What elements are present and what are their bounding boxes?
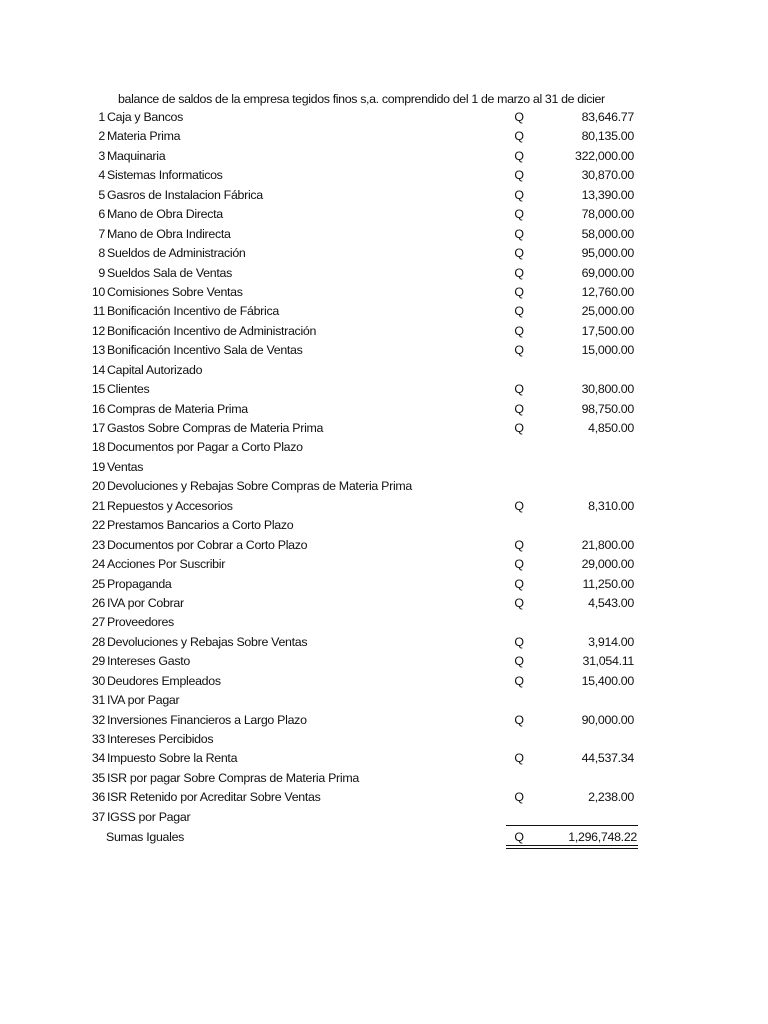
account-name: Sistemas Informaticos — [107, 168, 223, 183]
account-number: 26 — [91, 595, 105, 610]
account-number: 9 — [98, 265, 105, 280]
currency-symbol: Q — [514, 673, 524, 688]
account-name: Maquinaria — [107, 148, 166, 163]
account-name: IGSS por Pagar — [107, 809, 191, 824]
account-number: 32 — [91, 712, 105, 727]
account-row — [0, 438, 768, 457]
account-name: Intereses Percibidos — [107, 732, 214, 746]
currency-symbol: Q — [514, 382, 524, 397]
currency-symbol: Q — [514, 343, 524, 358]
account-name: Caja y Bancos — [107, 110, 183, 124]
currency-symbol: Q — [514, 498, 524, 513]
account-number: 36 — [91, 790, 105, 805]
account-name: Comisiones Sobre Ventas — [107, 284, 243, 299]
account-row — [0, 555, 768, 574]
account-name: Sueldos Sala de Ventas — [107, 265, 232, 280]
account-number: 37 — [91, 809, 105, 824]
account-row — [0, 244, 768, 263]
account-number: 28 — [91, 634, 105, 649]
account-name: Documentos por Cobrar a Corto Plazo — [107, 537, 308, 552]
account-row — [0, 166, 768, 185]
account-name: Mano de Obra Directa — [107, 207, 223, 222]
account-row — [0, 186, 768, 205]
account-number: 10 — [91, 284, 105, 299]
account-balance: 30,800.00 — [581, 382, 634, 397]
account-balance: 8,310.00 — [588, 498, 634, 513]
account-name: Bonificación Incentivo de Fábrica — [107, 304, 279, 319]
currency-symbol: Q — [514, 595, 524, 610]
account-name: Documentos por Pagar a Corto Plazo — [107, 440, 303, 455]
account-balance: 25,000.00 — [581, 304, 634, 319]
currency-symbol: Q — [514, 207, 524, 222]
account-number: 24 — [91, 557, 105, 572]
account-row — [0, 536, 768, 555]
account-balance: 30,870.00 — [581, 168, 634, 183]
account-number: 34 — [91, 751, 105, 766]
account-row — [0, 633, 768, 652]
account-number: 1 — [98, 110, 105, 124]
account-name: Gastos Sobre Compras de Materia Prima — [107, 421, 324, 435]
account-row — [0, 594, 768, 613]
total-double-rule — [506, 845, 638, 849]
account-row — [0, 400, 768, 419]
account-name: Bonificación Incentivo de Administración — [107, 323, 317, 338]
account-row — [0, 711, 768, 730]
account-balance: 78,000.00 — [581, 207, 634, 222]
account-balance: 3,914.00 — [588, 634, 634, 649]
account-name: Bonificación Incentivo Sala de Ventas — [107, 343, 303, 358]
account-balance: 90,000.00 — [581, 712, 634, 727]
account-name: Sueldos de Administración — [107, 246, 246, 261]
currency-symbol: Q — [514, 537, 524, 552]
account-number: 7 — [98, 226, 105, 241]
account-balance: 322,000.00 — [574, 148, 634, 163]
currency-symbol: Q — [514, 790, 524, 805]
account-name: Compras de Materia Prima — [107, 401, 248, 416]
account-number: 35 — [91, 770, 105, 785]
account-name: Deudores Empleados — [107, 673, 221, 688]
account-name: Prestamos Bancarios a Corto Plazo — [107, 518, 294, 533]
account-name: Mano de Obra Indirecta — [107, 226, 231, 241]
currency-symbol: Q — [514, 304, 524, 319]
account-row — [0, 108, 768, 127]
account-name: Devoluciones y Rebajas Sobre Compras de Materia Prima — [107, 479, 413, 494]
account-name: IVA por Cobrar — [107, 595, 184, 610]
account-row — [0, 419, 768, 438]
account-row — [0, 788, 768, 807]
account-row — [0, 769, 768, 788]
account-row — [0, 127, 768, 146]
currency-symbol: Q — [514, 284, 524, 299]
currency-symbol: Q — [514, 401, 524, 416]
account-row — [0, 477, 768, 496]
account-row — [0, 205, 768, 224]
account-number: 14 — [91, 362, 105, 377]
account-row — [0, 672, 768, 691]
account-name: Capital Autorizado — [107, 362, 203, 377]
account-row — [0, 361, 768, 380]
currency-symbol: Q — [514, 168, 524, 183]
currency-symbol: Q — [514, 265, 524, 280]
account-balance: 31,054.11 — [582, 654, 634, 669]
account-balance: 4,543.00 — [588, 595, 634, 610]
account-row — [0, 322, 768, 341]
account-row — [0, 691, 768, 710]
account-row — [0, 575, 768, 594]
account-number: 15 — [91, 382, 105, 397]
account-number: 11 — [92, 304, 105, 319]
account-balance: 44,537.34 — [581, 751, 634, 766]
total-amount: 1,296,748.22 — [568, 830, 637, 844]
account-number: 25 — [91, 576, 105, 591]
currency-symbol: Q — [514, 246, 524, 261]
account-name: Inversiones Financieros a Largo Plazo — [107, 712, 307, 727]
currency-symbol: Q — [514, 148, 524, 163]
account-balance: 17,500.00 — [581, 323, 634, 338]
account-balance: 29,000.00 — [581, 557, 634, 572]
account-number: 5 — [98, 187, 105, 202]
account-balance: 80,135.00 — [581, 129, 634, 144]
currency-symbol: Q — [514, 654, 524, 669]
account-balance: 12,760.00 — [581, 284, 634, 299]
account-name: ISR por pagar Sobre Compras de Materia Prima — [107, 770, 359, 785]
account-number: 16 — [91, 401, 105, 416]
account-number: 23 — [91, 537, 105, 552]
account-number: 33 — [91, 732, 105, 746]
account-balance: 15,000.00 — [581, 343, 634, 358]
account-number: 13 — [91, 343, 105, 358]
account-row — [0, 749, 768, 768]
account-row — [0, 730, 768, 749]
account-balance: 69,000.00 — [581, 265, 634, 280]
account-row — [0, 341, 768, 360]
account-number: 20 — [91, 479, 105, 494]
currency-symbol: Q — [514, 129, 524, 144]
account-number: 4 — [98, 168, 105, 183]
account-name: IVA por Pagar — [107, 693, 180, 708]
account-balance: 11,250.00 — [582, 576, 634, 591]
account-row — [0, 652, 768, 671]
account-row — [0, 516, 768, 535]
account-name: Materia Prima — [107, 129, 181, 144]
account-name: Acciones Por Suscribir — [107, 557, 226, 572]
currency-symbol: Q — [514, 634, 524, 649]
total-label: Sumas Iguales — [106, 830, 185, 844]
account-number: 27 — [91, 615, 105, 630]
account-number: 22 — [91, 518, 105, 533]
account-number: 8 — [98, 246, 105, 261]
account-name: ISR Retenido por Acreditar Sobre Ventas — [107, 790, 321, 805]
account-balance: 21,800.00 — [581, 537, 634, 552]
account-number: 18 — [91, 440, 105, 455]
account-number: 31 — [91, 693, 105, 708]
account-number: 19 — [91, 459, 105, 474]
account-name: Impuesto Sobre la Renta — [107, 751, 238, 766]
document-title: balance de saldos de la empresa tegidos finos s,a. comprendido del 1 de marzo al 31 de dicier — [118, 92, 605, 106]
account-number: 21 — [91, 498, 105, 513]
account-row — [0, 225, 768, 244]
account-name: Gasros de Instalacion Fábrica — [107, 187, 263, 202]
account-balance: 2,238.00 — [588, 790, 634, 805]
currency-symbol: Q — [514, 557, 524, 572]
account-balance: 98,750.00 — [581, 401, 634, 416]
account-balance: 15,400.00 — [581, 673, 634, 688]
account-balance: 95,000.00 — [581, 246, 634, 261]
account-list — [0, 108, 768, 827]
account-row — [0, 613, 768, 632]
currency-symbol: Q — [514, 323, 524, 338]
account-balance: 13,390.00 — [581, 187, 634, 202]
account-number: 17 — [91, 421, 105, 435]
account-row — [0, 283, 768, 302]
account-name: Proveedores — [107, 615, 174, 630]
account-number: 30 — [91, 673, 105, 688]
account-number: 6 — [98, 207, 105, 222]
account-row — [0, 458, 768, 477]
currency-symbol: Q — [514, 576, 524, 591]
account-row — [0, 808, 768, 827]
account-name: Propaganda — [107, 576, 172, 591]
total-row — [0, 827, 768, 847]
account-name: Ventas — [107, 459, 144, 474]
currency-symbol: Q — [514, 712, 524, 727]
account-balance: 4,850.00 — [588, 421, 634, 435]
account-name: Intereses Gasto — [107, 654, 190, 669]
currency-symbol: Q — [514, 421, 524, 435]
account-name: Repuestos y Accesorios — [107, 498, 233, 513]
currency-symbol: Q — [514, 751, 524, 766]
total-currency: Q — [514, 830, 524, 844]
account-row — [0, 302, 768, 321]
account-row — [0, 497, 768, 516]
account-balance: 58,000.00 — [581, 226, 634, 241]
total-top-rule — [506, 825, 638, 826]
account-number: 29 — [91, 654, 105, 669]
account-balance: 83,646.77 — [581, 110, 634, 124]
account-name: Devoluciones y Rebajas Sobre Ventas — [107, 634, 308, 649]
account-row — [0, 147, 768, 166]
currency-symbol: Q — [514, 110, 524, 124]
account-row — [0, 380, 768, 399]
account-row — [0, 264, 768, 283]
account-number: 12 — [91, 323, 105, 338]
account-number: 3 — [98, 148, 105, 163]
currency-symbol: Q — [514, 226, 524, 241]
account-name: Clientes — [107, 382, 150, 397]
currency-symbol: Q — [514, 187, 524, 202]
account-number: 2 — [98, 129, 105, 144]
